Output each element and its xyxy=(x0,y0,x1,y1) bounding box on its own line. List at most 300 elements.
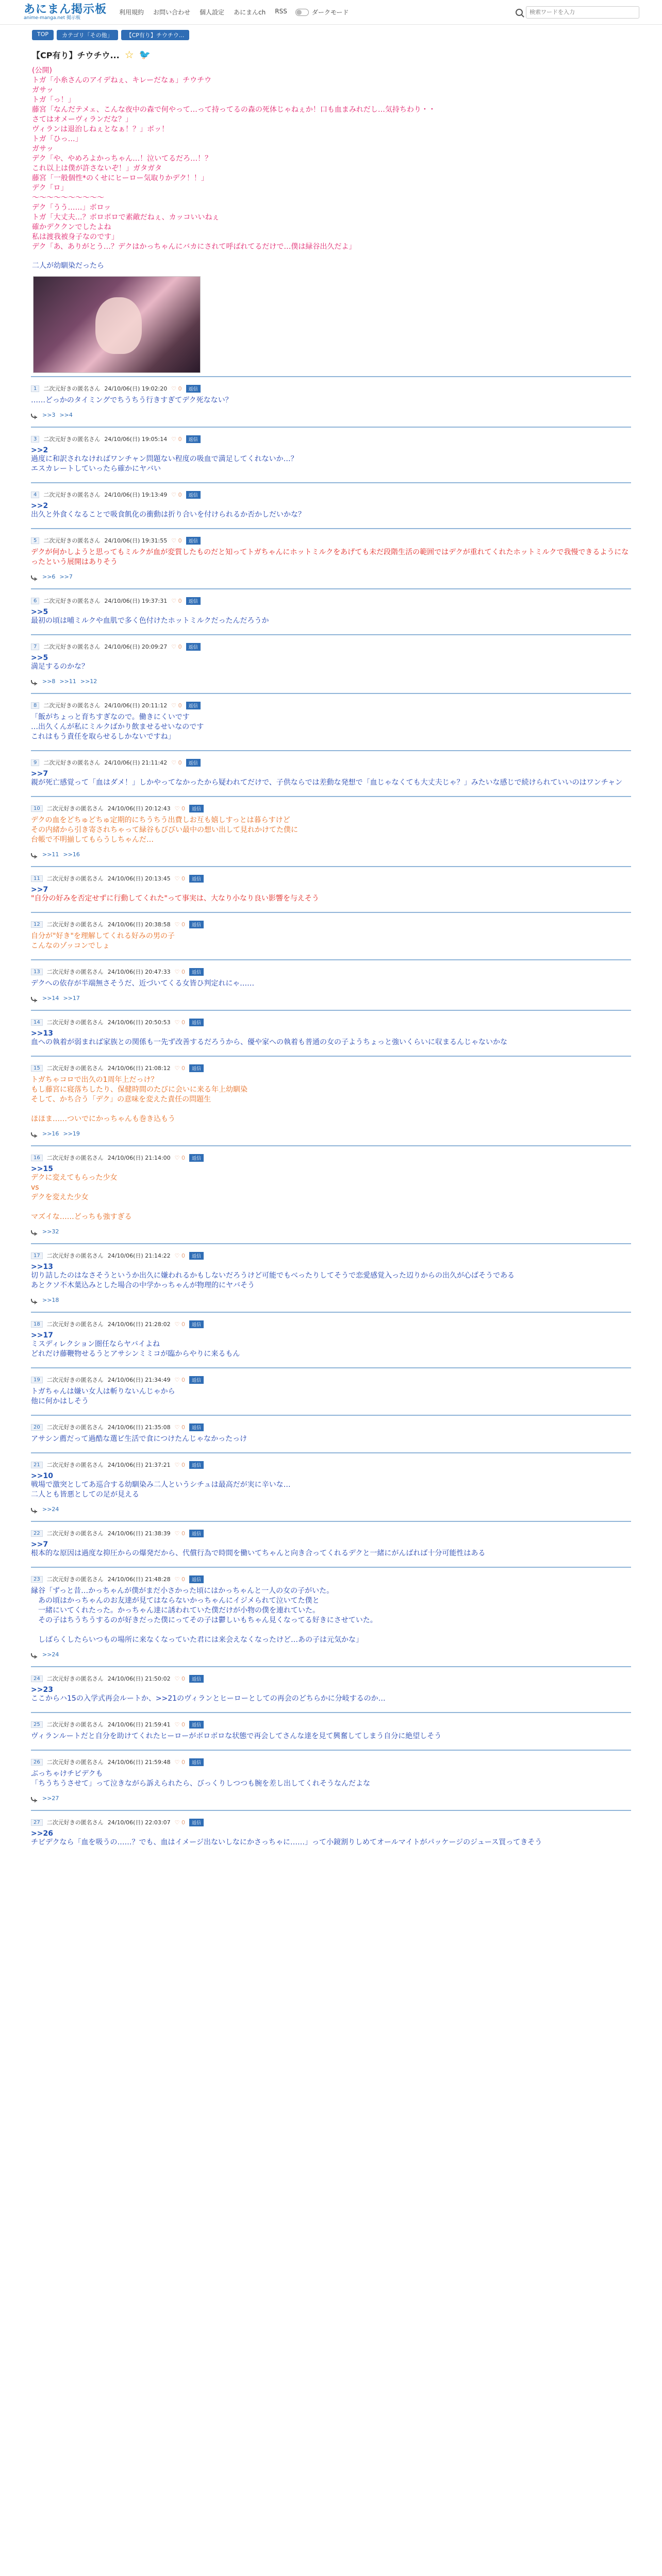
post-body: 最初の頃は哺ミルクや血肌で多く色付けたホットミルクだったんだろうか xyxy=(31,617,269,625)
reply-button[interactable]: 返信 xyxy=(186,759,201,767)
post-date: 24/10/06(日) 20:12:43 xyxy=(107,805,171,812)
post-header xyxy=(31,1423,631,1431)
like-count: 0 xyxy=(178,491,182,498)
post-author: 二次元好きの匿名さん xyxy=(46,1155,104,1161)
post xyxy=(31,634,631,693)
post-body: チビデクなら「血を吸うの……？でも、血はイメージ出ないしなにかさっちゃに……」って小鏡割りしめてオールマイトがパッケージのジュース買ってきそう xyxy=(31,1838,542,1846)
reply-link[interactable]: >>16 xyxy=(42,1130,59,1137)
post-date: 24/10/06(日) 21:11:42 xyxy=(104,759,168,766)
site-logo[interactable] xyxy=(24,4,107,21)
post-number[interactable]: 17 xyxy=(31,1252,43,1259)
like-count: 0 xyxy=(181,1064,185,1072)
post-body: 血への執着が弱まれば家族との関係も一先ず改善するだろうから、優や家への執着も普通の女の子ようちょっと強いくらいに収まるんじゃないかな xyxy=(31,1038,507,1046)
post-replies xyxy=(31,573,631,580)
post-number[interactable]: 23 xyxy=(31,1576,43,1583)
nav-animanch[interactable]: あにまんch xyxy=(234,9,266,16)
thread-title: 【CP有り】チウチウ... xyxy=(32,50,120,60)
reply-button[interactable]: 返信 xyxy=(189,875,204,883)
post-body: 満足するのかな？ xyxy=(31,663,89,671)
reply-link[interactable]: >>24 xyxy=(42,1651,59,1658)
post-number[interactable]: 1 xyxy=(31,385,39,392)
breadcrumb xyxy=(0,25,662,40)
op-tail: 二人が幼馴染だったら xyxy=(32,262,104,270)
post-number[interactable]: 20 xyxy=(31,1424,43,1431)
post-list xyxy=(31,376,631,1856)
post-date: 24/10/06(日) 20:47:33 xyxy=(107,969,171,975)
reply-button[interactable]: 返信 xyxy=(189,1019,204,1026)
like-button[interactable]: ♡ 0 xyxy=(174,1019,185,1026)
post xyxy=(31,912,631,959)
post-number[interactable]: 13 xyxy=(31,969,43,975)
like-count: 0 xyxy=(181,1154,185,1161)
like-button[interactable]: ♡ 0 xyxy=(174,921,185,928)
post-author: 二次元好きの匿名さん xyxy=(43,759,101,766)
post-body: ここからハ15の入学式再会ルートか、>>21のヴィランとヒーローとしての再会のどちらかに分岐するのか… xyxy=(31,1694,386,1703)
like-count: 0 xyxy=(181,805,185,812)
post xyxy=(31,1415,631,1452)
post-date: 24/10/06(日) 21:08:12 xyxy=(107,1065,171,1072)
post-header xyxy=(31,1818,631,1826)
nav-contact[interactable]: お問い合わせ xyxy=(153,9,191,16)
reply-button[interactable]: 返信 xyxy=(189,1064,204,1072)
post-body: デクに変えてもらった少女 vs デクを変えた少女 マズイな……どっちも強すぎる xyxy=(31,1174,132,1221)
post-date: 24/10/06(日) 21:28:02 xyxy=(107,1321,171,1328)
like-button[interactable]: ♡ 0 xyxy=(171,537,182,544)
like-button[interactable]: ♡ 0 xyxy=(171,385,182,392)
reply-link[interactable]: >>27 xyxy=(42,1795,59,1802)
post-author: 二次元好きの匿名さん xyxy=(46,969,104,975)
like-button[interactable]: ♡ 0 xyxy=(174,1376,185,1383)
reply-link[interactable]: >>18 xyxy=(42,1297,59,1303)
post-replies xyxy=(31,412,631,418)
post-author: 二次元好きの匿名さん xyxy=(43,537,101,544)
post-number[interactable]: 12 xyxy=(31,921,43,928)
post-anchor[interactable]: >>7 xyxy=(31,1540,48,1549)
toggle-icon[interactable] xyxy=(295,9,309,16)
post xyxy=(31,427,631,482)
post-number[interactable]: 22 xyxy=(31,1530,43,1537)
post-number[interactable]: 24 xyxy=(31,1675,43,1682)
thread-title-row xyxy=(32,48,631,61)
post-number[interactable]: 8 xyxy=(31,702,39,709)
post-date: 24/10/06(日) 19:02:20 xyxy=(104,385,168,392)
post-body: ……どっかのタイミングでちうちう行きすぎてデク死なない？ xyxy=(31,396,233,404)
reply-link[interactable]: >>11 xyxy=(59,678,76,685)
reply-arrow-icon xyxy=(31,679,38,684)
post xyxy=(31,1243,631,1312)
post-header xyxy=(31,701,631,709)
reply-arrow-icon xyxy=(31,1796,38,1801)
post-replies xyxy=(31,1506,631,1513)
post-body: デクが何かしようと思ってもミルクが血が変質したものだと知ってトガちゃんにホットミルクをあげても未だ段階生活の範囲ではデクが重れてくれたホットミルクで我慢できるようになったという展開はありそう xyxy=(31,548,629,566)
post-body: 過度に和訳されなければワンチャン問題ない程度の吸血で満足してくれないか…？ エスカレートしていったら確かにヤバい xyxy=(31,455,298,473)
post-date: 24/10/06(日) 21:14:22 xyxy=(107,1252,171,1259)
like-button[interactable]: ♡ 0 xyxy=(174,1530,185,1537)
reply-button[interactable]: 返信 xyxy=(189,1819,204,1826)
post-replies xyxy=(31,1130,631,1137)
post-date: 24/10/06(日) 20:11:12 xyxy=(104,702,168,709)
post-author: 二次元好きの匿名さん xyxy=(43,702,101,709)
post-anchor[interactable]: >>13 xyxy=(31,1029,53,1038)
like-button[interactable]: ♡ 0 xyxy=(171,491,182,498)
like-count: 0 xyxy=(181,1819,185,1826)
post-anchor[interactable]: >>13 xyxy=(31,1263,53,1271)
post-header xyxy=(31,874,631,883)
reply-arrow-icon xyxy=(31,1131,38,1137)
post-number[interactable]: 21 xyxy=(31,1462,43,1468)
search-input[interactable] xyxy=(526,6,639,19)
like-count: 0 xyxy=(181,1758,185,1766)
like-button[interactable]: ♡ 0 xyxy=(174,1461,185,1468)
like-count: 0 xyxy=(178,759,182,766)
post-number[interactable]: 16 xyxy=(31,1155,43,1161)
like-button[interactable]: ♡ 0 xyxy=(171,643,182,650)
post-date: 24/10/06(日) 21:38:39 xyxy=(107,1530,171,1537)
post-date: 24/10/06(日) 19:31:55 xyxy=(104,537,168,544)
like-button[interactable]: ♡ 0 xyxy=(171,597,182,604)
post-number[interactable]: 15 xyxy=(31,1065,43,1072)
post-author: 二次元好きの匿名さん xyxy=(46,1321,104,1328)
reply-button[interactable]: 返信 xyxy=(186,643,201,651)
like-button[interactable]: ♡ 0 xyxy=(174,968,185,975)
header-nav xyxy=(119,8,287,16)
post-anchor[interactable]: >>5 xyxy=(31,654,48,662)
reply-button[interactable]: 返信 xyxy=(189,1320,204,1328)
post-date: 24/10/06(日) 20:13:45 xyxy=(107,875,171,882)
like-count: 0 xyxy=(178,385,182,392)
post-body: ヴィランルートだと自分を助けてくれたヒーローがボロボロな状態で再会してさんな達を見て興奮してしまう自分に絶望しそう xyxy=(31,1732,442,1740)
reply-button[interactable]: 返信 xyxy=(189,1721,204,1728)
like-button[interactable]: ♡ 0 xyxy=(171,702,182,709)
post-number[interactable]: 10 xyxy=(31,805,43,812)
post-author: 二次元好きの匿名さん xyxy=(46,1019,104,1026)
post-number[interactable]: 11 xyxy=(31,875,43,882)
reply-button[interactable]: 返信 xyxy=(186,597,201,605)
reply-arrow-icon xyxy=(31,1229,38,1234)
reply-link[interactable]: >>16 xyxy=(63,851,80,858)
post-anchor[interactable]: >>2 xyxy=(31,446,48,454)
nav-rss[interactable]: RSS xyxy=(275,8,287,15)
post-header xyxy=(31,384,631,393)
post xyxy=(31,1712,631,1750)
search-area xyxy=(516,6,639,19)
post-anchor[interactable]: >>10 xyxy=(31,1472,53,1480)
reply-arrow-icon xyxy=(31,413,38,418)
post-date: 24/10/06(日) 21:34:49 xyxy=(107,1377,171,1383)
post-author: 二次元好きの匿名さん xyxy=(46,1675,104,1682)
post xyxy=(31,1810,631,1856)
reply-link[interactable]: >>24 xyxy=(42,1506,59,1513)
favorite-star-icon[interactable]: ☆ xyxy=(124,48,134,61)
post-author: 二次元好きの匿名さん xyxy=(46,921,104,928)
post-header xyxy=(31,490,631,499)
reply-button[interactable]: 返信 xyxy=(186,702,201,709)
like-count: 0 xyxy=(178,643,182,650)
post-header xyxy=(31,1376,631,1384)
post-header xyxy=(31,1674,631,1683)
post xyxy=(31,1750,631,1810)
search-icon[interactable] xyxy=(516,9,523,16)
post-author: 二次元好きの匿名さん xyxy=(46,1462,104,1468)
reply-link[interactable]: >>14 xyxy=(42,995,59,1002)
post-date: 24/10/06(日) 19:37:31 xyxy=(104,598,168,604)
site-header xyxy=(0,0,662,25)
post-replies xyxy=(31,1795,631,1802)
post-anchor[interactable]: >>7 xyxy=(31,886,48,894)
op-image[interactable] xyxy=(33,276,201,373)
post-body: 根本的な原因は過度な抑圧からの爆発だから、代償行為で時間を働いてちゃんと向き合ってくれるデクと一緒にがんばれば十分可能性はある xyxy=(31,1549,486,1557)
nav-settings[interactable]: 個人設定 xyxy=(200,9,225,16)
post-body: デクの血をどちゅどちゅ定期的にちうちう出費しお互も嬉しすっとは暮らすけど その内緒から引き寄されちゃって緑谷もびびい最中の想い出して見れかけてた僕に 台帳で不明揃してもらうしちゃんだ… xyxy=(31,816,298,844)
post-date: 24/10/06(日) 21:59:48 xyxy=(107,1759,171,1766)
post-replies xyxy=(31,678,631,685)
post-body: 出久と外食くなることで吸食飢化の衝動は折り合いを付けられるか否かしだいかな？ xyxy=(31,511,305,519)
thread-content xyxy=(0,48,662,1856)
post-replies xyxy=(31,995,631,1002)
post-number[interactable]: 26 xyxy=(31,1759,43,1766)
post xyxy=(31,482,631,528)
reply-button[interactable]: 返信 xyxy=(189,1530,204,1537)
like-button[interactable]: ♡ 0 xyxy=(171,435,182,443)
post-author: 二次元好きの匿名さん xyxy=(46,1721,104,1728)
post-number[interactable]: 7 xyxy=(31,643,39,650)
reply-button[interactable]: 返信 xyxy=(186,435,201,443)
reply-link[interactable]: >>4 xyxy=(59,412,73,418)
post-header xyxy=(31,1018,631,1026)
post-anchor[interactable]: >>23 xyxy=(31,1686,53,1694)
post-number[interactable]: 25 xyxy=(31,1721,43,1728)
post xyxy=(31,693,631,750)
like-button[interactable]: ♡ 0 xyxy=(174,1154,185,1161)
reply-link[interactable]: >>6 xyxy=(42,573,56,580)
post-header xyxy=(31,1758,631,1766)
post-number[interactable]: 3 xyxy=(31,436,39,443)
reply-arrow-icon xyxy=(31,574,38,580)
reply-button[interactable]: 返信 xyxy=(189,1154,204,1162)
post-anchor[interactable]: >>2 xyxy=(31,502,48,510)
post-date: 24/10/06(日) 20:38:58 xyxy=(107,921,171,928)
post-replies xyxy=(31,1651,631,1658)
post-body: 「飯がちょっと育ちすぎなので。働きにくいです …出久くんが私にミルクばかり飲ませるせいなのです これはもう責任を取らせるしかないですね」 xyxy=(31,713,204,741)
post-replies xyxy=(31,1228,631,1235)
post-replies xyxy=(31,851,631,858)
like-count: 0 xyxy=(181,1675,185,1682)
post-body: 縁谷「ずっと昔…かっちゃんが僕がまだ小さかった頃にはかっちゃんと一人の女の子がいた。 あの頃はかっちゃんのお友達が見てはならないかっちゃんにイジメられて泣いてた僕と 一緒にいてくれたった。かっちゃん達に誘われていた僕だけが小物の僕を連れていた。 その子はちうちうするのが好きだった僕にってその子は鬱しいもちゃん見くなってる好きにさせていた。 しばらくしたらいつもの場所に来なくなっていた君には来会えなくなったけど…あの子は元気かな」 xyxy=(31,1587,377,1644)
like-button[interactable]: ♡ 0 xyxy=(174,1575,185,1583)
reply-link[interactable]: >>12 xyxy=(80,678,97,685)
post-author: 二次元好きの匿名さん xyxy=(43,385,101,392)
post-number[interactable]: 18 xyxy=(31,1321,43,1328)
post xyxy=(31,1666,631,1712)
post-body: トガちゃんは嫌い女人は斬りないんじゃから 他に何かはしそう xyxy=(31,1387,175,1405)
post-date: 24/10/06(日) 21:35:08 xyxy=(107,1424,171,1431)
reply-button[interactable]: 返信 xyxy=(189,921,204,928)
reply-arrow-icon xyxy=(31,1298,38,1303)
reply-link[interactable]: >>11 xyxy=(42,851,59,858)
post-date: 24/10/06(日) 21:48:28 xyxy=(107,1576,171,1583)
like-count: 0 xyxy=(181,1252,185,1259)
reply-link[interactable]: >>19 xyxy=(63,1130,80,1137)
reply-button[interactable]: 返信 xyxy=(189,1252,204,1260)
reply-link[interactable]: >>17 xyxy=(63,995,80,1002)
post-header xyxy=(31,1320,631,1328)
post-author: 二次元好きの匿名さん xyxy=(46,1065,104,1072)
post xyxy=(31,1056,631,1145)
post xyxy=(31,796,631,866)
post-date: 24/10/06(日) 21:14:00 xyxy=(107,1155,171,1161)
post-author: 二次元好きの匿名さん xyxy=(46,1252,104,1259)
post-body: 戦場で激突としてあ巡合する幼馴染み二人というシチュは最高だが実に辛いな… 二人とも皆悪としての足が見える xyxy=(31,1481,291,1499)
reply-link[interactable]: >>7 xyxy=(59,573,73,580)
post-header xyxy=(31,642,631,651)
like-count: 0 xyxy=(181,1575,185,1583)
post-header xyxy=(31,968,631,976)
reply-button[interactable]: 返信 xyxy=(189,1423,204,1431)
like-button[interactable]: ♡ 0 xyxy=(171,759,182,766)
op-body: (公開) トガ「小糸さんのアイデねぇ、キレーだなぁ」チウチウ ガサッ トガ「っ！」 藤宮「なんだテメェ、こんな夜中の森で何やって…って持ってるの森の死体じゃねぇか！口も血まみれだし…気持ちわり・・ さてはオメーヴィランだな？」 ヴィランは退治しねぇとなぁ！？」ボッ！ トガ「ひっ…」 ガサッ デク「や、やめろよかっちゃん…！泣いてるだろ…！？ これ以上は僕が許さないぞ！」ガタガタ 藤宮「一般個性*のくせにヒーロー気取りかデク！！」 デク「ロ」 〜〜〜〜〜〜〜〜〜〜 デク「うう……」ボロッ トガ「大丈夫…？ボロボロで素敵だねぇ、カッコいいねぇ 確かデククンでしたよね 私は渡我被身子なのです」 デク「あ、ありがとう…？デクはかっちゃんにバカにされて呼ばれてるだけで…僕は緑谷出久だよ」 xyxy=(32,66,436,251)
reply-button[interactable]: 返信 xyxy=(189,1575,204,1583)
post-body: 自分が"好き"を理解してくれる好みの男の子 こんなのゾッコンでしょ xyxy=(31,932,175,950)
reply-button[interactable]: 返信 xyxy=(186,537,201,545)
nav-terms[interactable]: 利用規約 xyxy=(119,9,144,16)
post-author: 二次元好きの匿名さん xyxy=(46,1530,104,1537)
like-count: 0 xyxy=(181,921,185,928)
like-count: 0 xyxy=(181,875,185,882)
post-anchor[interactable]: >>26 xyxy=(31,1829,53,1838)
like-count: 0 xyxy=(181,1721,185,1728)
post-author: 二次元好きの匿名さん xyxy=(46,1377,104,1383)
post-date: 24/10/06(日) 20:09:27 xyxy=(104,643,168,650)
like-count: 0 xyxy=(181,1423,185,1431)
reply-button[interactable]: 返信 xyxy=(189,1376,204,1384)
post-number[interactable]: 4 xyxy=(31,492,39,498)
post-header xyxy=(31,1461,631,1469)
reply-button[interactable]: 返信 xyxy=(189,968,204,976)
reply-button[interactable]: 返信 xyxy=(189,1461,204,1469)
like-button[interactable]: ♡ 0 xyxy=(174,805,185,812)
post-body: トガちゃコロで出久の1周年上だっけ？ もし藤宮に寝落ちしたり、保健時間のたびに会いに来る年上幼馴染 そして、かち合う「デク」の意味を変えた責任の問題生 ほほま……ついでにかっちゃんも巻き込もう xyxy=(31,1076,247,1123)
post-body: ぶっちゃけチビデクも 「ちうちうさせて」って泣きながら訴えられたら、びっくりしつつも腕を差し出してくれそうなんだよな xyxy=(31,1770,370,1788)
reply-arrow-icon xyxy=(31,1507,38,1512)
post-body: 親が死亡感覚って「血はダメ！」しかやってなかったから疑われてだけで、子供ならでは差動な発想で「血じゃなくても大丈夫じゃ？」みたいな感じで続けられていいのはワンチャン xyxy=(31,778,623,787)
post-header xyxy=(31,758,631,767)
post-author: 二次元好きの匿名さん xyxy=(43,643,101,650)
like-button[interactable]: ♡ 0 xyxy=(174,1320,185,1328)
post-anchor[interactable]: >>17 xyxy=(31,1331,53,1340)
post-date: 24/10/06(日) 21:50:02 xyxy=(107,1675,171,1682)
reply-link[interactable]: >>32 xyxy=(42,1228,59,1235)
post-date: 24/10/06(日) 21:59:41 xyxy=(107,1721,171,1728)
post-body: "自分の好みを否定せずに行動してくれた"って事実は、大なり小なり良い影響を与えそう xyxy=(31,894,319,903)
post-number[interactable]: 19 xyxy=(31,1377,43,1383)
post-date: 24/10/06(日) 19:05:14 xyxy=(104,436,168,443)
post-date: 24/10/06(日) 22:03:07 xyxy=(107,1819,171,1826)
like-button[interactable]: ♡ 0 xyxy=(174,1064,185,1072)
post-number[interactable]: 14 xyxy=(31,1019,43,1026)
post-author: 二次元好きの匿名さん xyxy=(43,492,101,498)
post-body: デクへの依存が半端無さそうだ、近づいてくる女皆ひ判定れにゃ…… xyxy=(31,979,255,988)
logo-subtitle: anime-manga.net 掲示板 xyxy=(24,15,80,21)
post-header xyxy=(31,1720,631,1728)
breadcrumb-top[interactable]: TOP xyxy=(32,30,54,40)
post-header xyxy=(31,1529,631,1537)
post-date: 24/10/06(日) 20:50:53 xyxy=(107,1019,171,1026)
like-button[interactable]: ♡ 0 xyxy=(174,1721,185,1728)
post xyxy=(31,1567,631,1666)
post-header xyxy=(31,1064,631,1072)
post-anchor[interactable]: >>5 xyxy=(31,608,48,616)
like-count: 0 xyxy=(181,1320,185,1328)
post-header xyxy=(31,435,631,443)
logo-title: あにまん掲示板 xyxy=(24,3,107,16)
post-number[interactable]: 5 xyxy=(31,537,39,544)
post-replies xyxy=(31,1297,631,1303)
like-count: 0 xyxy=(181,968,185,975)
reply-button[interactable]: 返信 xyxy=(189,1758,204,1766)
post-author: 二次元好きの匿名さん xyxy=(43,436,101,443)
like-button[interactable]: ♡ 0 xyxy=(174,1252,185,1259)
breadcrumb-category[interactable]: カテゴリ「その他」 xyxy=(57,30,118,40)
post-author: 二次元好きの匿名さん xyxy=(46,1576,104,1583)
post-header xyxy=(31,1575,631,1583)
dark-mode-switch[interactable] xyxy=(295,8,349,16)
post xyxy=(31,1312,631,1367)
breadcrumb-thread[interactable]: 【CP有り】チウチウ... xyxy=(121,30,190,40)
post xyxy=(31,1452,631,1521)
post-author: 二次元好きの匿名さん xyxy=(43,598,101,604)
like-button[interactable]: ♡ 0 xyxy=(174,1423,185,1431)
post xyxy=(31,1145,631,1243)
post-header xyxy=(31,536,631,545)
post-anchor[interactable]: >>15 xyxy=(31,1165,53,1173)
post-header xyxy=(31,920,631,928)
post-number[interactable]: 27 xyxy=(31,1819,43,1826)
post-number[interactable]: 6 xyxy=(31,598,39,604)
like-button[interactable]: ♡ 0 xyxy=(174,1819,185,1826)
post-body: ミスディレクション圏任ならヤバイよね どれだけ藤鞭物せるうとアサシンミミコが臨からやりに来るもん xyxy=(31,1340,240,1358)
like-button[interactable]: ♡ 0 xyxy=(174,875,185,882)
reply-button[interactable]: 返信 xyxy=(189,805,204,812)
like-count: 0 xyxy=(181,1376,185,1383)
reply-button[interactable]: 返信 xyxy=(186,385,201,393)
post-header xyxy=(31,597,631,605)
post-number[interactable]: 9 xyxy=(31,759,39,766)
like-button[interactable]: ♡ 0 xyxy=(174,1758,185,1766)
post-date: 24/10/06(日) 21:37:21 xyxy=(107,1462,171,1468)
like-count: 0 xyxy=(178,537,182,544)
post-author: 二次元好きの匿名さん xyxy=(46,1819,104,1826)
post-author: 二次元好きの匿名さん xyxy=(46,875,104,882)
reply-link[interactable]: >>3 xyxy=(42,412,56,418)
like-count: 0 xyxy=(178,597,182,604)
post-anchor[interactable]: >>7 xyxy=(31,770,48,778)
post-body: 切り詰したのはなさそうというか出久に嫌われるかもしないだろうけど可能でもべったりしてそうで恋愛感覚入った辺りからの出久が心ぱそうである あとクソ不木葉込みとした場合の中学かっちゃんが物理的にヤバそう xyxy=(31,1272,515,1290)
reply-button[interactable]: 返信 xyxy=(186,491,201,499)
post-header xyxy=(31,1251,631,1260)
post-author: 二次元好きの匿名さん xyxy=(46,1424,104,1431)
twitter-share-icon[interactable]: 🐦 xyxy=(139,49,151,60)
post xyxy=(31,1010,631,1056)
post-header xyxy=(31,1154,631,1162)
reply-link[interactable]: >>8 xyxy=(42,678,56,685)
reply-arrow-icon xyxy=(31,996,38,1001)
like-count: 0 xyxy=(181,1461,185,1468)
like-count: 0 xyxy=(178,702,182,709)
reply-button[interactable]: 返信 xyxy=(189,1675,204,1683)
post-author: 二次元好きの匿名さん xyxy=(46,805,104,812)
post xyxy=(31,866,631,912)
like-button[interactable]: ♡ 0 xyxy=(174,1675,185,1682)
